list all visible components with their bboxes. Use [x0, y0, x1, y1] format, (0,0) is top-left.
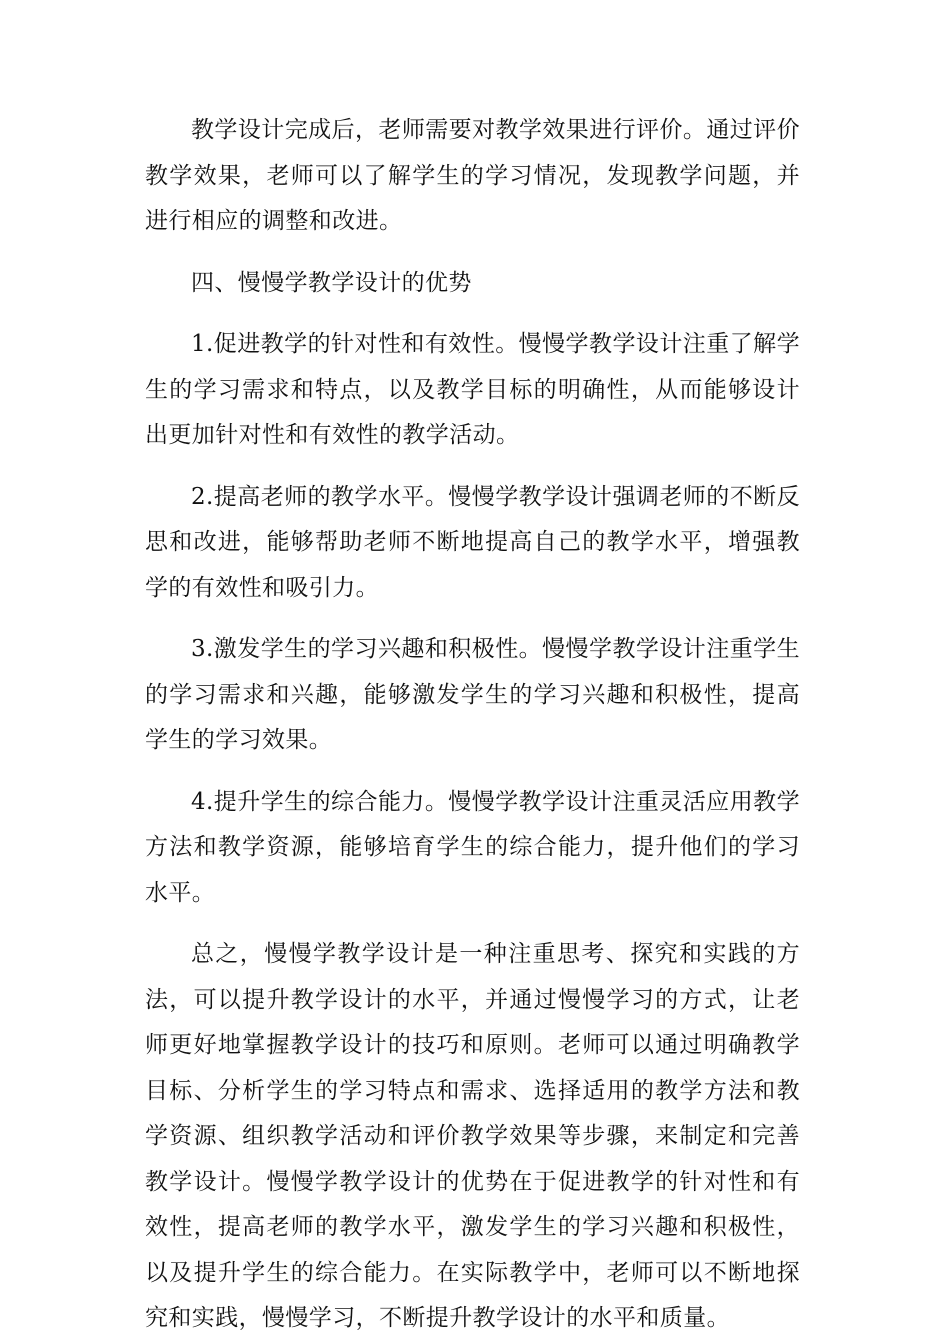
- paragraph-advantage-1: 1.促进教学的针对性和有效性。慢慢学教学设计注重了解学生的学习需求和特点，以及教学目标的明确性，从而能够设计出更加针对性和有效性的教学活动。: [145, 331, 800, 448]
- paragraph-advantage-3: 3.激发学生的学习兴趣和积极性。慢慢学教学设计注重学生的学习需求和兴趣，能够激发学生的学习兴趣和积极性，提高学生的学习效果。: [145, 636, 800, 753]
- section-heading-advantages: 四、慢慢学教学设计的优势: [191, 269, 472, 296]
- paragraph-summary: 总之，慢慢学教学设计是一种注重思考、探究和实践的方法，可以提升教学设计的水平，并通过慢慢学习的方式，让老师更好地掌握教学设计的技巧和原则。老师可以通过明确教学目标、分析学生的学习特点和需求、选择适用的教学方法和教学资源、组织教学活动和评价教学效果等步骤，来制定和完善教学设计。慢慢学教学设计的优势在于促进教学的针对性和有效性，提高老师的教学水平，激发学生的学习兴趣和积极性，以及提升学生的综合能力。在实际教学中，老师可以不断地探究和实践，慢慢学习，不断提升教学设计的水平和质量。: [145, 941, 800, 1331]
- paragraph-advantage-2: 2.提高老师的教学水平。慢慢学教学设计强调老师的不断反思和改进，能够帮助老师不断地提高自己的教学水平，增强教学的有效性和吸引力。: [145, 483, 800, 601]
- document-body: [145, 108, 800, 1342]
- paragraph-advantage-4: 4.提升学生的综合能力。慢慢学教学设计注重灵活应用教学方法和教学资源，能够培育学生的综合能力，提升他们的学习水平。: [145, 788, 800, 906]
- paragraph-evaluation: 教学设计完成后，老师需要对教学效果进行评价。通过评价教学效果，老师可以了解学生的学习情况，发现教学问题，并进行相应的调整和改进。: [145, 117, 800, 234]
